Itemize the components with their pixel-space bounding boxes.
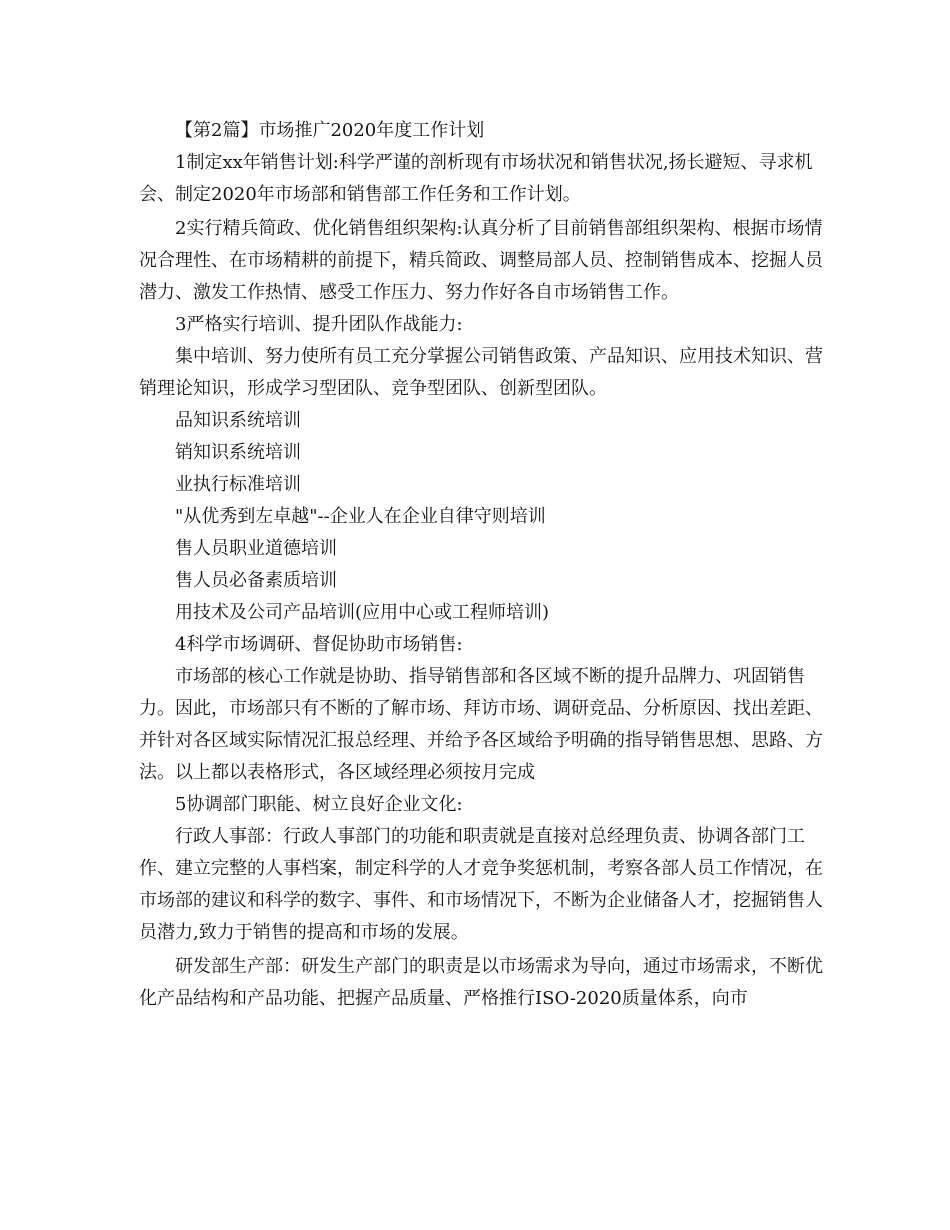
- document-title: 【第2篇】市场推广2020年度工作计划: [175, 120, 485, 141]
- paragraph-sales-plan: 1制定xx年销售计划:科学严谨的剖析现有市场状况和销售状况,扬长避短、寻求机会、制定2020年市场部和销售部工作任务和工作计划。: [139, 152, 813, 205]
- paragraph-hr-department: 行政人事部：行政人事部门的功能和职责就是直接对总经理负责、协调各部门工作、建立完整的人事档案，制定科学的人才竞争奖惩机制，考察各部人员工作情况，在市场部的建议和科学的数字、事件、和市场情况下，不断为企业储备人才，挖掘销售人员潜力,致力于销售的提高和市场的发展。: [139, 826, 823, 943]
- training-item-ethics: 售人员职业道德培训: [175, 538, 337, 559]
- paragraph-training-focus: 集中培训、努力使所有员工充分掌握公司销售政策、产品知识、应用技术知识、营销理论知识，形成学习型团队、竞争型团队、创新型团队。: [139, 346, 823, 399]
- training-item-product-knowledge: 品知识系统培训: [175, 410, 301, 431]
- training-item-standards: 业执行标准培训: [175, 474, 301, 495]
- paragraph-rd-production: 研发部生产部：研发生产部门的职责是以市场需求为导向，通过市场需求，不断优化产品结构和产品功能、把握产品质量、严格推行ISO-2020质量体系，向市: [139, 956, 823, 1009]
- document-body: [139, 115, 829, 1015]
- training-item-self-discipline: "从优秀到左卓越"--企业人在企业自律守则培训: [175, 506, 546, 527]
- training-item-sales-knowledge: 销知识系统培训: [175, 442, 301, 463]
- paragraph-org-structure: 2实行精兵简政、优化销售组织架构:认真分析了目前销售部组织架构、根据市场情况合理性、在市场精耕的前提下，精兵简政、调整局部人员、控制销售成本、挖掘人员潜力、激发工作热情、感受工作压力、努力作好各自市场销售工作。: [139, 218, 823, 303]
- training-item-qualities: 售人员必备素质培训: [175, 570, 337, 591]
- paragraph-coordination-heading: 5协调部门职能、树立良好企业文化:: [175, 794, 463, 815]
- paragraph-training-heading: 3严格实行培训、提升团队作战能力:: [175, 314, 463, 335]
- training-item-technology: 用技术及公司产品培训(应用中心或工程师培训): [175, 602, 550, 623]
- paragraph-market-research-heading: 4科学市场调研、督促协助市场销售:: [175, 634, 463, 655]
- paragraph-market-research: 市场部的核心工作就是协助、指导销售部和各区域不断的提升品牌力、巩固销售力。因此，市场部只有不断的了解市场、拜访市场、调研竞品、分析原因、找出差距、并针对各区域实际情况汇报总经理、并给予各区域给予明确的指导销售思想、思路、方法。以上都以表格形式，各区域经理必须按月完成: [139, 666, 823, 783]
